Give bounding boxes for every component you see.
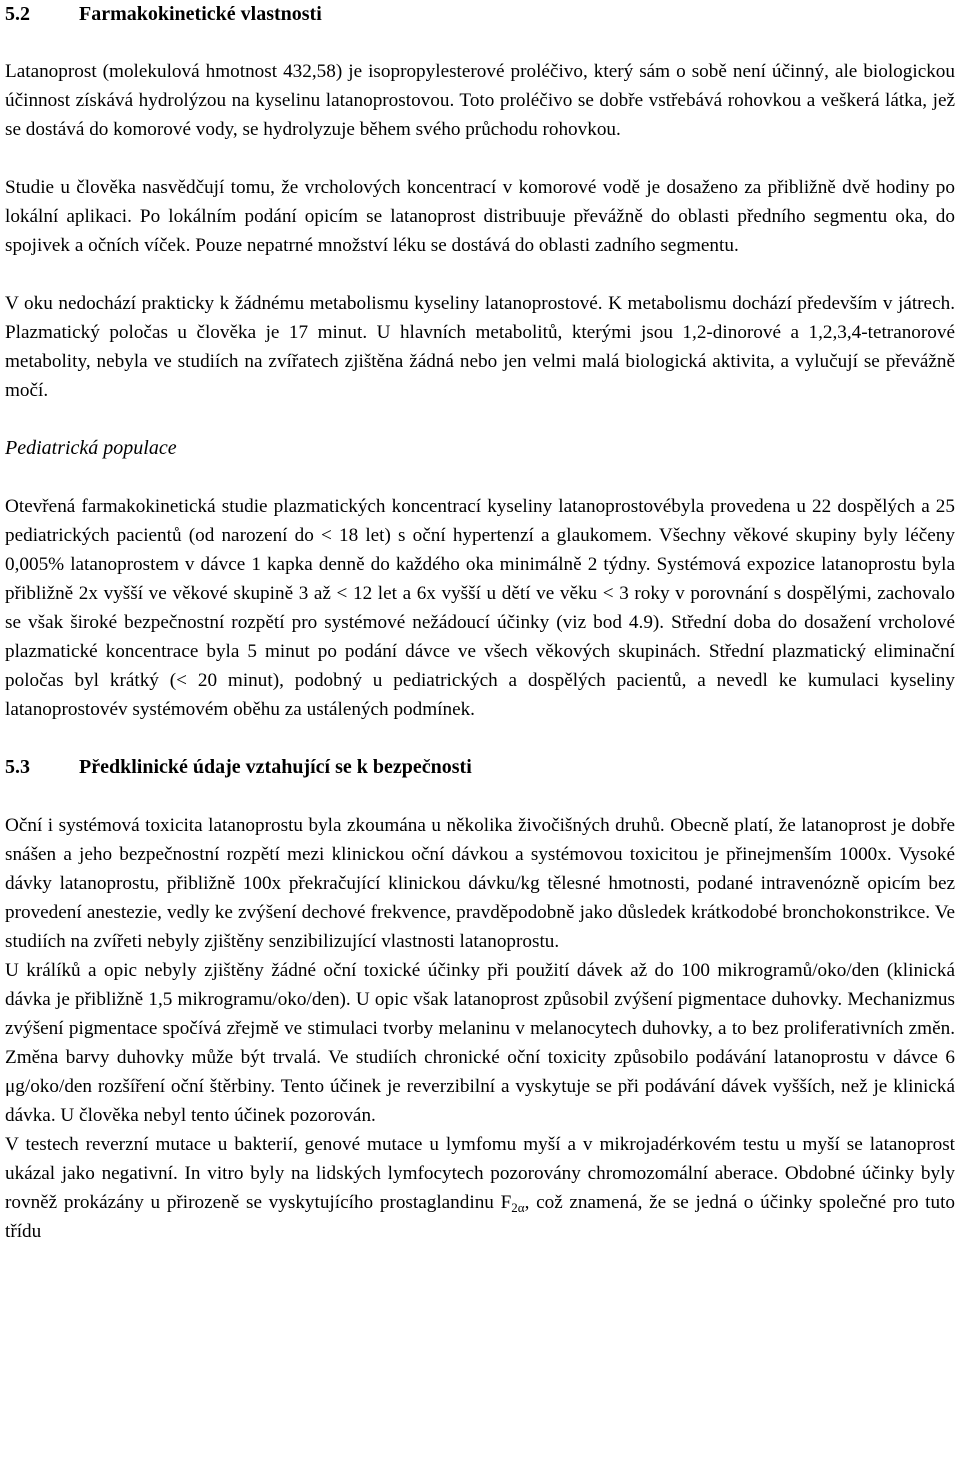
subscript: 2α: [511, 1200, 525, 1215]
section-number: 5.3: [5, 756, 30, 778]
paragraph-molecular-weight: Latanoprost (molekulová hmotnost 432,58) je isopropylesterové proléčivo, který sám o sobě není účinný, ale biologickou účinnost získává hydrolýzou na kyselinu latanoprostovou. Toto proléčivo se dobře vstřebává rohovkou a veškerá látka, jež se dostává do komorové vody, se hydrolyzuje během svého průchodu rohovkou.: [5, 61, 955, 140]
subheading-pediatric: Pediatrická populace: [5, 437, 177, 459]
paragraph-metabolism: V oku nedochází prakticky k žádnému metabolismu kyseliny latanoprostové. K metabolismu dochází především v játrech. Plazmatický poločas u člověka je 17 minut. U hlavních metabolitů, kterými jsou 1,2-dinorové a 1,2,3,4-tetranorové metabolity, nebyla ve studiích na zvířatech zjištěna žádná nebo jen velmi malá biologická aktivita, a vylučují se převážně močí.: [5, 293, 955, 401]
document-page: [5, 0, 955, 1246]
paragraph-text: V testech reverzní mutace u bakterií, genové mutace u lymfomu myší a v mikrojadérkovém testu u myší se latanoprost ukázal jako negativní. In vitro byly na lidských lymfocytech pozorovány chromozomální aberace. Obdobné účinky byly rovněž prokázány u přirozeně se vyskytujícího prostaglandinu F: [5, 1134, 955, 1213]
paragraph-text-tail: , což znamená, že se jedná o účinky společné pro tuto třídu: [5, 1192, 955, 1242]
paragraph-peak-concentration: Studie u člověka nasvědčují tomu, že vrcholových koncentrací v komorové vodě je dosaženo za přibližně dvě hodiny po lokální aplikaci. Po lokálním podání opicím se latanoprost distribuuje převážně do oblasti předního segmentu oka, do spojivek a očních víček. Pouze nepatrné množství léku se dostává do oblasti zadního segmentu.: [5, 177, 955, 256]
section-title: Předklinické údaje vztahující se k bezpečnosti: [79, 756, 472, 778]
section-title: Farmakokinetické vlastnosti: [79, 3, 322, 25]
paragraph-toxicity: Oční i systémová toxicita latanoprostu byla zkoumána u několika živočišných druhů. Obecně platí, že latanoprost je dobře snášen a jeho bezpečnostní rozpětí mezi klinickou oční dávkou a systémovou toxicitou je přinejmenším 1000x. Vysoké dávky latanoprostu, přibližně 100x překračující klinickou dávku/kg tělesné hmotnosti, podané intravenózně opicím bez provedení anestezie, vedly ke zvýšení dechové frekvence, pravděpodobně jako důsledek krátkodobé bronchokonstrikce. Ve studiích na zvířeti nebyly zjištěny senzibilizující vlastnosti latanoprostu.: [5, 815, 955, 952]
paragraph-mutation-tests: [5, 1130, 955, 1246]
paragraph-iris-pigmentation: U králíků a opic nebyly zjištěny žádné oční toxické účinky při použití dávek až do 100 mikrogramů/oko/den (klinická dávka je přibližně 1,5 mikrogramu/oko/den). U opic však latanoprost způsobil zvýšení pigmentace duhovky. Mechanizmus zvýšení pigmentace spočívá zřejmě ve stimulaci tvorby melaninu v melanocytech duhovky, a to bez proliferativních změn. Změna barvy duhovky může být trvalá. Ve studiích chronické oční toxicity způsobilo podávání latanoprostu v dávce 6 μg/oko/den rozšíření oční štěrbiny. Tento účinek je reverzibilní a vyskytuje se při podávání dávek vyšších, než je klinická dávka. U člověka nebyl tento účinek pozorován.: [5, 960, 955, 1126]
paragraph-pediatric-study: Otevřená farmakokinetická studie plazmatických koncentrací kyseliny latanoprostovébyla provedena u 22 dospělých a 25 pediatrických pacientů (od narození do < 18 let) s oční hypertenzí a glaukomem. Všechny věkové skupiny byly léčeny 0,005% latanoprostem v dávce 1 kapka denně do každého oka minimálně 2 týdny. Systémová expozice latanoprostu byla přibližně 2x vyšší ve věkové skupině 3 až < 12 let a 6x vyšší u dětí ve věku < 3 roky v porovnání s dospělými, zachovalo se však široké bezpečnostní rozpětí pro systémové nežádoucí účinky (viz bod 4.9). Střední doba do dosažení vrcholové plazmatické koncentrace byla 5 minut po podání dávce ve všech věkových skupinách. Střední plazmatický eliminační poločas byl krátký (< 20 minut), podobný u pediatrických a dospělých pacientů, a nevedl ke kumulaci kyseliny latanoprostovév systémovém oběhu za ustálených podmínek.: [5, 496, 955, 720]
section-heading-5-2: [5, 0, 955, 29]
section-heading-5-3: [5, 753, 955, 782]
section-number: 5.2: [5, 3, 30, 25]
